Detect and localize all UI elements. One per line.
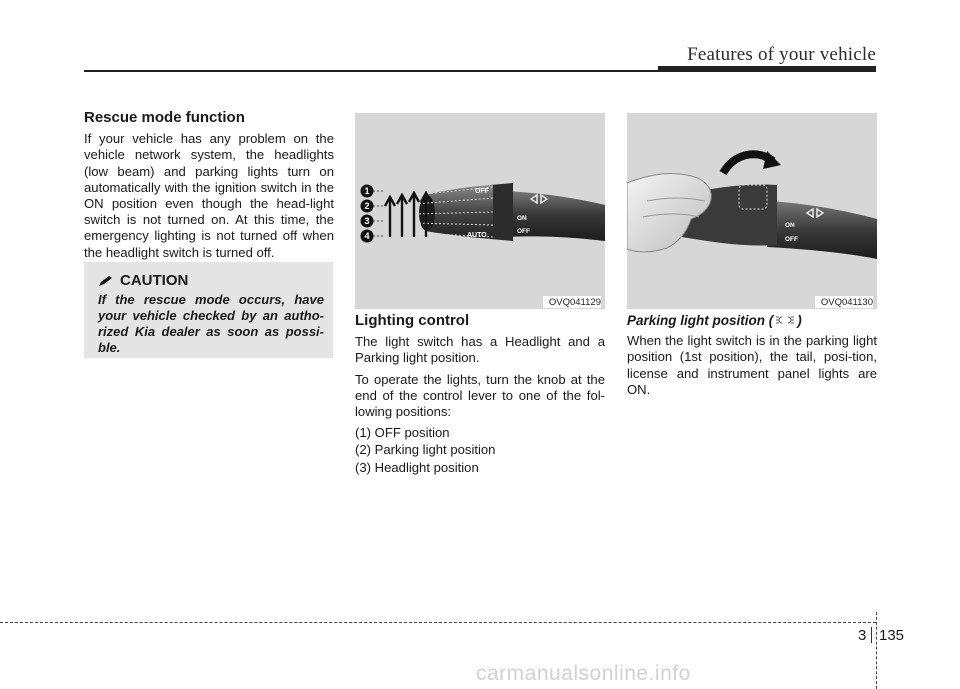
hand-illustration (627, 113, 877, 309)
parking-title-suffix: ) (797, 313, 802, 328)
parking-body: When the light switch is in the parking light position (1st position), the tail, posi-tion, license and instrument panel lights are ON. (627, 333, 877, 397)
list-item: (3) Headlight position (355, 459, 479, 475)
parking-light-figure (627, 113, 877, 309)
rescue-title: Rescue mode function (84, 109, 245, 126)
caution-title: CAUTION (120, 272, 189, 289)
header-rule-accent (658, 66, 876, 72)
label-on: ON (517, 215, 527, 222)
label-on: ON (785, 222, 795, 229)
watermark: carmanualsonline.info (476, 662, 691, 685)
parking-title (627, 313, 877, 329)
footer-rule-vertical (876, 612, 877, 689)
lighting-title: Lighting control (355, 312, 470, 329)
chapter-number: 3 (858, 627, 867, 644)
header-rule (84, 70, 658, 72)
lighting-p1: The light switch has a Headlight and a Parking light position. (355, 334, 605, 366)
lever-illustration (355, 113, 605, 309)
figure-code: OVQ041130 (815, 296, 873, 308)
list-item: (2) Parking light position (355, 442, 496, 458)
marker-3-label: 3 (364, 216, 370, 226)
header-title: Features of your vehicle (687, 44, 876, 65)
caution-box (84, 262, 333, 358)
caution-heading (98, 272, 188, 289)
label-off: OFF (785, 236, 798, 243)
positions-list (355, 425, 605, 476)
figure-code: OVQ041129 (543, 296, 601, 308)
parking-light-icon (775, 314, 795, 326)
rescue-section (84, 110, 334, 266)
footer-rule (0, 622, 876, 623)
rescue-body: If your vehicle has any problem on the vehicle network system, the headlights (low beam) and parking lights turn on automatically with the ignition switch in the ON position even though the head-light switch is not turned on. At this time, the emergency lighting is not turned off when the headlight switch is turned off. (84, 131, 334, 260)
pencil-icon (98, 275, 114, 287)
page-separator (871, 627, 872, 643)
lighting-p2: To operate the lights, turn the knob at the end of the control lever to one of the fol-lowing positions: (355, 371, 605, 420)
marker-1-label: 1 (364, 186, 370, 196)
marker-4-label: 4 (364, 231, 370, 241)
caution-body: If the rescue mode occurs, have your vehicle checked by an autho-rized Kia dealer as soon as possi-ble. (98, 292, 324, 355)
marker-2-label: 2 (364, 201, 370, 211)
lever-positions-figure (355, 113, 605, 309)
list-item: (1) OFF position (355, 425, 450, 441)
parking-title-prefix: Parking light position ( (627, 313, 774, 328)
page-number: 135 (879, 627, 905, 644)
label-off-2: OFF (517, 228, 530, 235)
label-off: OFF (475, 188, 489, 195)
lighting-section (355, 313, 605, 477)
parking-section (627, 313, 877, 403)
label-auto: AUTO (467, 232, 487, 239)
